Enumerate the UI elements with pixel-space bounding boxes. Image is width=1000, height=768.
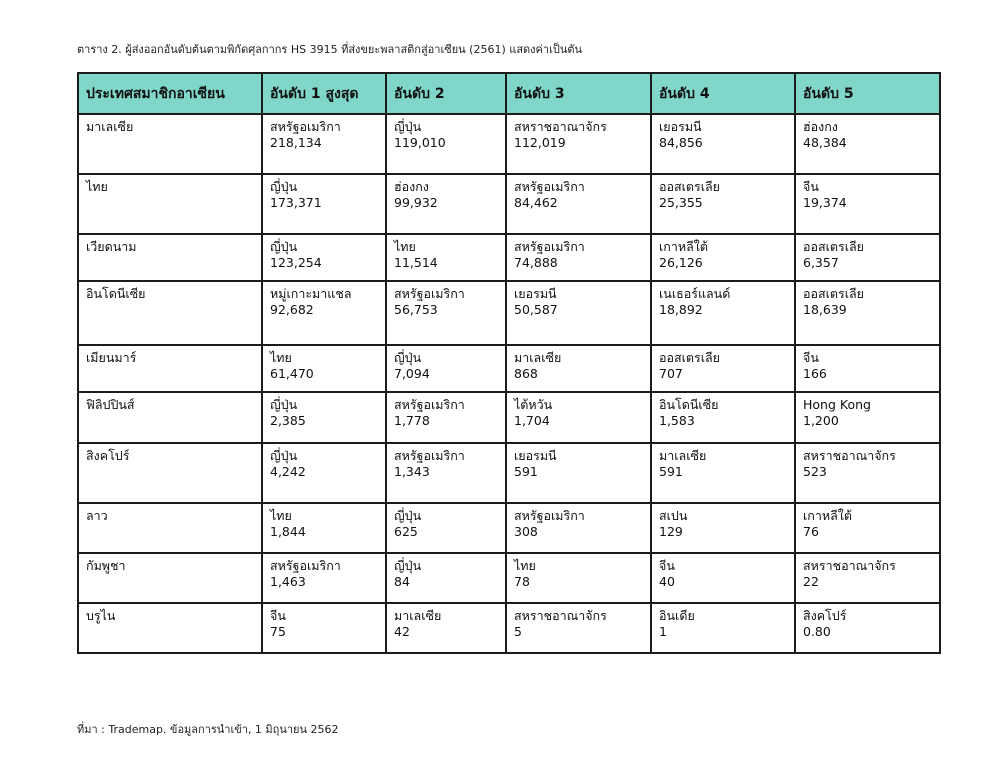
rank-4-cell	[651, 114, 795, 174]
export-tonnes: 11,514	[394, 255, 438, 270]
table-row	[78, 345, 940, 392]
export-tonnes: 61,470	[270, 366, 314, 381]
rank-3-cell	[506, 443, 651, 503]
exporter-country: ไทย	[270, 350, 292, 365]
rank-5-cell	[795, 114, 940, 174]
table-row	[78, 114, 940, 174]
rank-2-cell	[386, 114, 506, 174]
rank-2-cell	[386, 281, 506, 345]
rank-1-cell	[262, 392, 386, 443]
exporter-country: ออสเตรเลีย	[659, 179, 721, 194]
export-tonnes: 523	[803, 464, 827, 479]
exporter-country: จีน	[659, 558, 675, 573]
member-country-cell: ฟิลิปปินส์	[78, 392, 262, 443]
export-tonnes: 76	[803, 524, 819, 539]
export-tonnes: 18,892	[659, 302, 703, 317]
exporter-country: จีน	[803, 350, 819, 365]
rank-2-cell	[386, 234, 506, 281]
export-tonnes: 1,343	[394, 464, 430, 479]
exporter-country: เนเธอร์แลนด์	[659, 286, 731, 301]
exporter-country: สิงคโปร์	[803, 608, 847, 623]
export-tonnes: 48,384	[803, 135, 847, 150]
export-tonnes: 7,094	[394, 366, 430, 381]
export-tonnes: 40	[659, 574, 675, 589]
rank-2-cell	[386, 174, 506, 234]
table-body	[78, 114, 940, 653]
exporter-country: ญี่ปุ่น	[394, 558, 422, 573]
rank-1-cell	[262, 503, 386, 553]
rank-4-cell	[651, 281, 795, 345]
member-country-cell: ไทย	[78, 174, 262, 234]
export-tonnes: 99,932	[394, 195, 438, 210]
exporter-country: ไทย	[270, 508, 292, 523]
rank-4-cell	[651, 234, 795, 281]
export-tonnes: 5	[514, 624, 522, 639]
exporter-country: สหราชอาณาจักร	[514, 608, 607, 623]
table-row	[78, 234, 940, 281]
export-tonnes: 26,126	[659, 255, 703, 270]
column-header: ประเทศสมาชิกอาเซียน	[78, 73, 262, 114]
export-tonnes: 1,463	[270, 574, 306, 589]
member-country-cell: บรูไน	[78, 603, 262, 653]
export-tonnes: 1,778	[394, 413, 430, 428]
exporter-country: ไต้หวัน	[514, 397, 553, 412]
exporter-country: สเปน	[659, 508, 688, 523]
exporter-country: ออสเตรเลีย	[803, 286, 865, 301]
member-country-cell: เวียดนาม	[78, 234, 262, 281]
export-tonnes: 25,355	[659, 195, 703, 210]
export-tonnes: 218,134	[270, 135, 322, 150]
rank-1-cell	[262, 553, 386, 603]
exporter-country: สหรัฐอเมริกา	[514, 179, 585, 194]
export-tonnes: 18,639	[803, 302, 847, 317]
rank-3-cell	[506, 503, 651, 553]
member-country-cell: อินโดนีเซีย	[78, 281, 262, 345]
rank-5-cell	[795, 281, 940, 345]
export-tonnes: 308	[514, 524, 538, 539]
rank-3-cell	[506, 174, 651, 234]
source-note: ที่มา : Trademap. ข้อมูลการนำเข้า, 1 มิถุนายน 2562	[77, 723, 339, 736]
rank-4-cell	[651, 345, 795, 392]
exporter-country: ออสเตรเลีย	[659, 350, 721, 365]
member-country-cell: กัมพูชา	[78, 553, 262, 603]
export-tonnes: 84	[394, 574, 410, 589]
column-header: อันดับ 3	[506, 73, 651, 114]
rank-2-cell	[386, 345, 506, 392]
rank-4-cell	[651, 603, 795, 653]
exporter-country: เกาหลีใต้	[659, 239, 708, 254]
rank-1-cell	[262, 603, 386, 653]
exporter-country: ญี่ปุ่น	[270, 239, 298, 254]
export-tonnes: 707	[659, 366, 683, 381]
rank-5-cell	[795, 603, 940, 653]
exporter-country: สหราชอาณาจักร	[514, 119, 607, 134]
exporter-country: สหรัฐอเมริกา	[394, 448, 465, 463]
export-tonnes: 22	[803, 574, 819, 589]
table-row	[78, 603, 940, 653]
rank-3-cell	[506, 603, 651, 653]
exporter-country: ออสเตรเลีย	[803, 239, 865, 254]
exporter-country: ญี่ปุ่น	[394, 350, 422, 365]
export-tonnes: 1	[659, 624, 667, 639]
column-header: อันดับ 1 สูงสุด	[262, 73, 386, 114]
rank-4-cell	[651, 392, 795, 443]
exporter-country: สหรัฐอเมริกา	[514, 508, 585, 523]
table-row	[78, 503, 940, 553]
exporter-country: เยอรมนี	[514, 448, 557, 463]
export-tonnes: 591	[514, 464, 538, 479]
rank-4-cell	[651, 443, 795, 503]
exporter-country: ไทย	[394, 239, 416, 254]
table-header-row	[78, 73, 940, 114]
export-tonnes: 74,888	[514, 255, 558, 270]
rank-1-cell	[262, 114, 386, 174]
export-tonnes: 173,371	[270, 195, 322, 210]
exporter-country: จีน	[803, 179, 819, 194]
exporters-table	[77, 72, 941, 654]
export-tonnes: 591	[659, 464, 683, 479]
export-tonnes: 84,462	[514, 195, 558, 210]
member-country-cell: ลาว	[78, 503, 262, 553]
rank-1-cell	[262, 281, 386, 345]
exporter-country: ฮ่องกง	[394, 179, 429, 194]
rank-5-cell	[795, 345, 940, 392]
exporter-country: เยอรมนี	[514, 286, 557, 301]
rank-1-cell	[262, 174, 386, 234]
rank-5-cell	[795, 553, 940, 603]
export-tonnes: 166	[803, 366, 827, 381]
exporter-country: อินเดีย	[659, 608, 695, 623]
column-header: อันดับ 4	[651, 73, 795, 114]
rank-3-cell	[506, 345, 651, 392]
exporter-country: ญี่ปุ่น	[270, 448, 298, 463]
export-tonnes: 0.80	[803, 624, 831, 639]
column-header: อันดับ 5	[795, 73, 940, 114]
table-row	[78, 281, 940, 345]
table-row	[78, 392, 940, 443]
rank-5-cell	[795, 174, 940, 234]
export-tonnes: 112,019	[514, 135, 566, 150]
exporter-country: เยอรมนี	[659, 119, 702, 134]
export-tonnes: 123,254	[270, 255, 322, 270]
export-tonnes: 2,385	[270, 413, 306, 428]
exporter-country: ญี่ปุ่น	[270, 397, 298, 412]
export-tonnes: 6,357	[803, 255, 839, 270]
table-row	[78, 553, 940, 603]
member-country-cell: มาเลเซีย	[78, 114, 262, 174]
rank-1-cell	[262, 345, 386, 392]
exporter-country: สหรัฐอเมริกา	[394, 397, 465, 412]
exporter-country: มาเลเซีย	[514, 350, 562, 365]
exporter-country: มาเลเซีย	[394, 608, 442, 623]
exporter-country: Hong Kong	[803, 397, 871, 412]
rank-3-cell	[506, 392, 651, 443]
export-tonnes: 1,704	[514, 413, 550, 428]
member-country-cell: เมียนมาร์	[78, 345, 262, 392]
rank-2-cell	[386, 443, 506, 503]
table-caption: ตาราง 2. ผู้ส่งออกอันดับต้นตามพิกัดศุลกากร HS 3915 ที่ส่งขยะพลาสติกสู่อาเซียน (2561) แสดงค่าเป็นตัน	[77, 43, 583, 56]
rank-3-cell	[506, 114, 651, 174]
exporter-country: สหรัฐอเมริกา	[270, 119, 341, 134]
rank-3-cell	[506, 234, 651, 281]
exporter-country: สหราชอาณาจักร	[803, 448, 896, 463]
export-tonnes: 4,242	[270, 464, 306, 479]
rank-3-cell	[506, 281, 651, 345]
exporter-country: จีน	[270, 608, 286, 623]
rank-4-cell	[651, 503, 795, 553]
export-tonnes: 92,682	[270, 302, 314, 317]
rank-1-cell	[262, 234, 386, 281]
exporter-country: ฮ่องกง	[803, 119, 838, 134]
rank-1-cell	[262, 443, 386, 503]
rank-2-cell	[386, 553, 506, 603]
table-row	[78, 174, 940, 234]
rank-4-cell	[651, 553, 795, 603]
exporter-country: เกาหลีใต้	[803, 508, 852, 523]
rank-5-cell	[795, 392, 940, 443]
rank-4-cell	[651, 174, 795, 234]
export-tonnes: 75	[270, 624, 286, 639]
exporter-country: หมู่เกาะมาแชล	[270, 286, 352, 301]
export-tonnes: 1,844	[270, 524, 306, 539]
exporter-country: สหรัฐอเมริกา	[514, 239, 585, 254]
rank-5-cell	[795, 503, 940, 553]
export-tonnes: 78	[514, 574, 530, 589]
exporter-country: ญี่ปุ่น	[394, 508, 422, 523]
rank-2-cell	[386, 503, 506, 553]
export-tonnes: 868	[514, 366, 538, 381]
export-tonnes: 50,587	[514, 302, 558, 317]
export-tonnes: 625	[394, 524, 418, 539]
member-country-cell: สิงคโปร์	[78, 443, 262, 503]
rank-2-cell	[386, 392, 506, 443]
export-tonnes: 119,010	[394, 135, 446, 150]
exporter-country: ไทย	[514, 558, 536, 573]
export-tonnes: 1,583	[659, 413, 695, 428]
exporter-country: มาเลเซีย	[659, 448, 707, 463]
column-header: อันดับ 2	[386, 73, 506, 114]
exporter-country: สหรัฐอเมริกา	[394, 286, 465, 301]
export-tonnes: 56,753	[394, 302, 438, 317]
table-row	[78, 443, 940, 503]
export-tonnes: 84,856	[659, 135, 703, 150]
exporter-country: สหราชอาณาจักร	[803, 558, 896, 573]
exporter-country: อินโดนีเซีย	[659, 397, 719, 412]
export-tonnes: 19,374	[803, 195, 847, 210]
rank-3-cell	[506, 553, 651, 603]
exporter-country: ญี่ปุ่น	[394, 119, 422, 134]
exporter-country: สหรัฐอเมริกา	[270, 558, 341, 573]
rank-5-cell	[795, 234, 940, 281]
export-tonnes: 1,200	[803, 413, 839, 428]
export-tonnes: 42	[394, 624, 410, 639]
exporter-country: ญี่ปุ่น	[270, 179, 298, 194]
export-tonnes: 129	[659, 524, 683, 539]
rank-5-cell	[795, 443, 940, 503]
rank-2-cell	[386, 603, 506, 653]
